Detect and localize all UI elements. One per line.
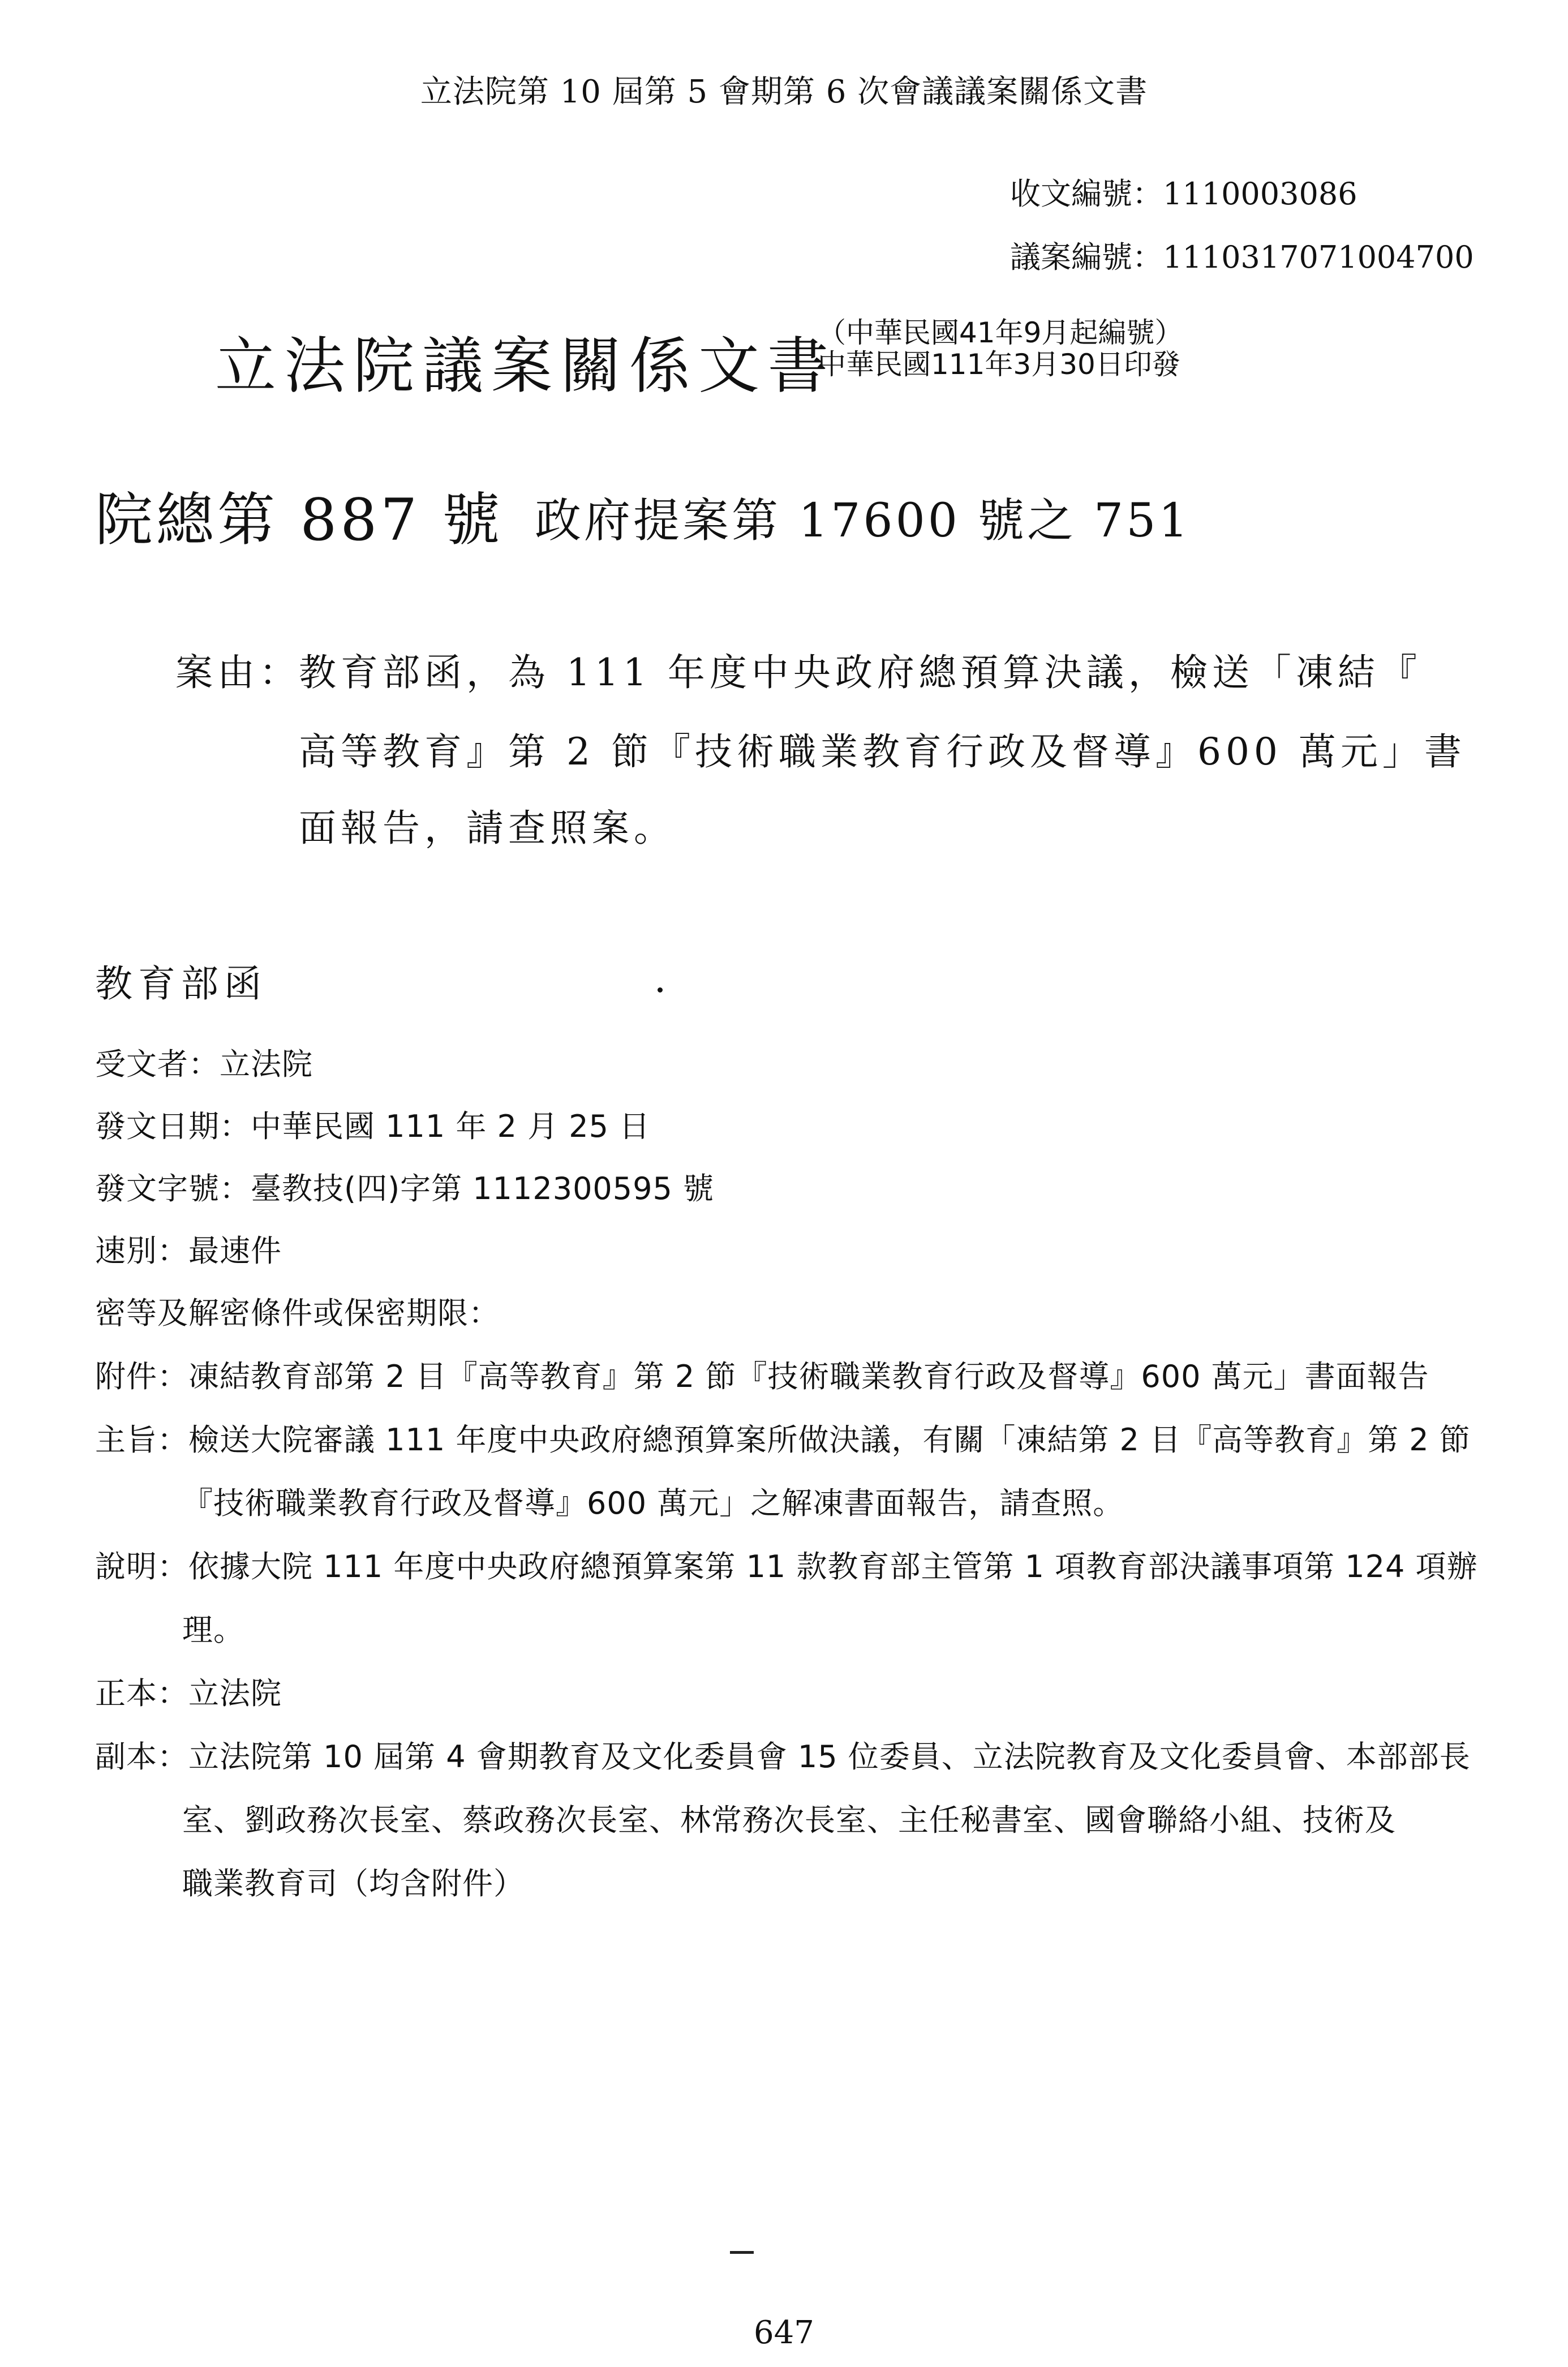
explanation-line: 說明：依據大院 111 年度中央政府總預算案第 11 款教育部主管第 1 項教育部決議事項第 124 項辦 [95, 1549, 1478, 1584]
document-title: 立法院議案關係文書 [215, 331, 837, 402]
purpose-line: 『技術職業教育行政及督導』600 萬元」之解凍書面報告，請查照。 [182, 1485, 1124, 1521]
scan-mark [730, 2251, 754, 2254]
document-number: 發文字號：臺教技(四)字第 1112300595 號 [95, 1171, 715, 1206]
general-number: 院總第 887 號 [95, 487, 504, 554]
attachment: 附件：凍結教育部第 2 目『高等教育』第 2 節『技術職業教育行政及督導』600 萬元」書面報告 [95, 1359, 1429, 1394]
page-number: 647 [754, 2314, 814, 2351]
subject-line: 教育部函，為 111 年度中央政府總預算決議，檢送「凍結『 [299, 651, 1421, 694]
subject-line: 高等教育』第 2 節『技術職業教育行政及督導』600 萬元」書 [299, 730, 1466, 774]
subject-label: 案由： [175, 651, 301, 694]
delivery-speed: 速別：最速件 [95, 1233, 282, 1269]
copy-line: 職業教育司（均含附件） [182, 1866, 525, 1901]
print-date-note: 中華民國111年3月30日印發 [818, 348, 1180, 381]
bill-number: 議案編號：1110317071004700 [1010, 239, 1474, 275]
original-recipient: 正本：立法院 [95, 1676, 282, 1711]
explanation-line: 理。 [182, 1612, 244, 1648]
proposal-number: 政府提案第 17600 號之 751 [535, 494, 1191, 548]
stray-dot [658, 987, 663, 993]
copy-line: 副本：立法院第 10 屆第 4 會期教育及文化委員會 15 位委員、立法院教育及文化委員會、本部部長 [95, 1739, 1471, 1775]
letter-heading: 教育部函 [95, 962, 267, 1006]
recipient: 受文者：立法院 [95, 1046, 313, 1082]
copy-line: 室、劉政務次長室、蔡政務次長室、林常務次長室、主任秘書室、國會聯絡小組、技術及 [182, 1802, 1396, 1838]
receipt-number: 收文編號：1110003086 [1010, 176, 1357, 212]
numbering-note: （中華民國41年9月起編號） [818, 316, 1183, 349]
meeting-header: 立法院第 10 屆第 5 會期第 6 次會議議案關係文書 [420, 74, 1148, 110]
issue-date: 發文日期：中華民國 111 年 2 月 25 日 [95, 1109, 651, 1144]
purpose-line: 主旨：檢送大院審議 111 年度中央政府總預算案所做決議，有關「凍結第 2 目『高等教育』第 2 節 [95, 1422, 1471, 1458]
subject-line: 面報告，請查照案。 [299, 806, 676, 850]
secrecy-level: 密等及解密條件或保密期限： [95, 1295, 500, 1331]
